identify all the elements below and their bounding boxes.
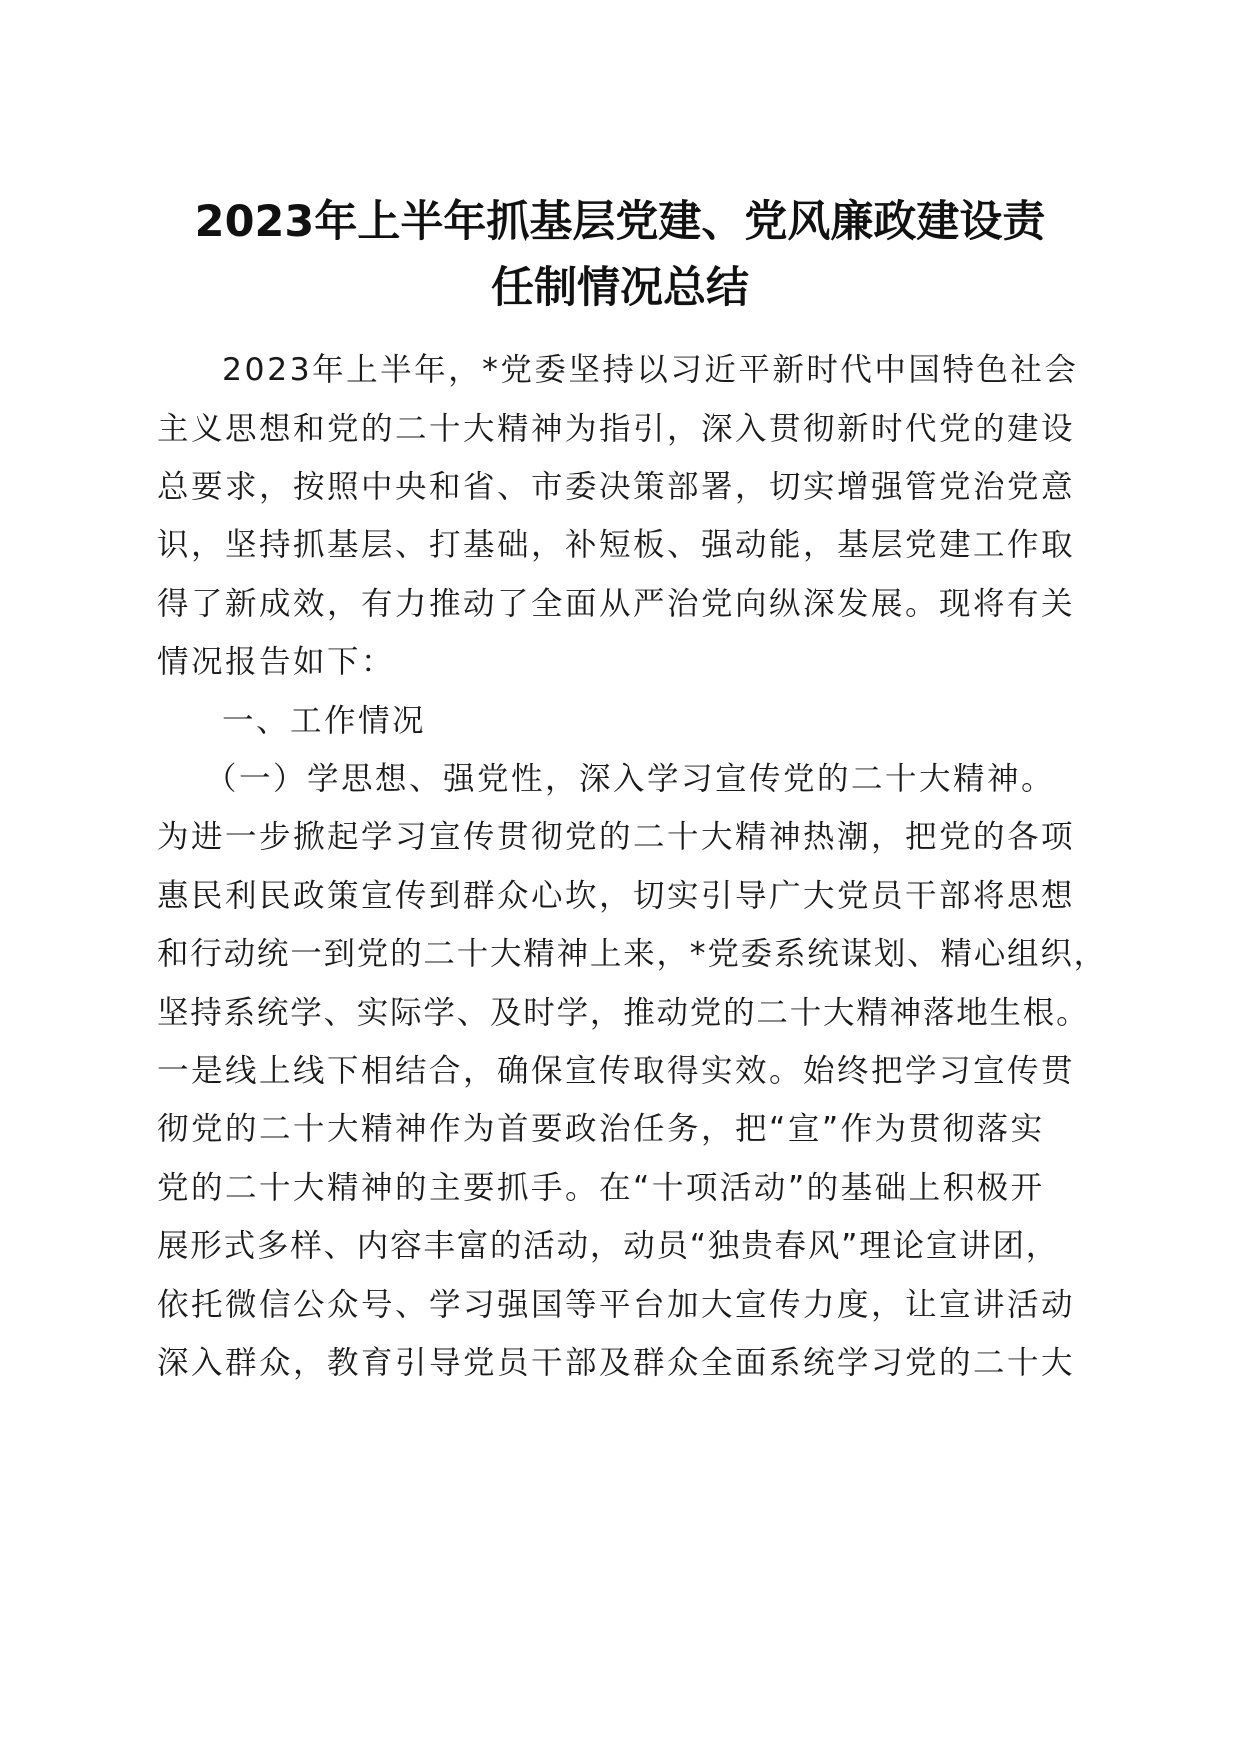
paragraph-line: 党的二十大精神的主要抓手。在“十项活动”的基础上积极开 <box>157 1170 1045 1206</box>
paragraph-line: 2023年上半年，*党委坚持以习近平新时代中国特色社会 <box>222 352 1079 388</box>
paragraph-line: 坚持系统学、实际学、及时学，推动党的二十大精神落地生根。 <box>157 995 1090 1031</box>
paragraph-line: 一是线上线下相结合，确保宣传取得实效。始终把学习宣传贯 <box>157 1053 1076 1089</box>
section-heading: 一、工作情况 <box>222 703 427 739</box>
document-title-line-2: 任制情况总结 <box>491 263 749 313</box>
paragraph-line: 得了新成效，有力推动了全面从严治党向纵深发展。现将有关 <box>157 586 1076 622</box>
paragraph-line: 依托微信公众号、学习强国等平台加大宣传力度，让宣讲活动 <box>157 1287 1076 1323</box>
document-title-line-1: 2023年上半年抓基层党建、党风廉政建设责 <box>194 197 1046 247</box>
paragraph-line: 情况报告如下： <box>157 644 396 680</box>
paragraph-line: 惠民利民政策宣传到群众心坎，切实引导广大党员干部将思想 <box>157 878 1076 914</box>
paragraph-line: 和行动统一到党的二十大精神上来，*党委系统谋划、精心组织， <box>157 936 1107 972</box>
paragraph-line: 彻党的二十大精神作为首要政治任务，把“宣”作为贯彻落实 <box>157 1111 1045 1147</box>
paragraph-line: 主义思想和党的二十大精神为指引，深入贯彻新时代党的建设 <box>157 411 1076 447</box>
paragraph-line: 深入群众，教育引导党员干部及群众全面系统学习党的二十大 <box>157 1345 1076 1381</box>
subsection-heading: （一）学思想、强党性，深入学习宣传党的二十大精神。 <box>205 761 1056 797</box>
paragraph-line: 识，坚持抓基层、打基础，补短板、强动能，基层党建工作取 <box>157 527 1076 563</box>
paragraph-line: 总要求，按照中央和省、市委决策部署，切实增强管党治党意 <box>157 469 1076 505</box>
paragraph-line: 展形式多样、内容丰富的活动，动员“独贵春风”理论宣讲团， <box>157 1228 1060 1264</box>
paragraph-line: 为进一步掀起学习宣传贯彻党的二十大精神热潮，把党的各项 <box>157 819 1076 855</box>
